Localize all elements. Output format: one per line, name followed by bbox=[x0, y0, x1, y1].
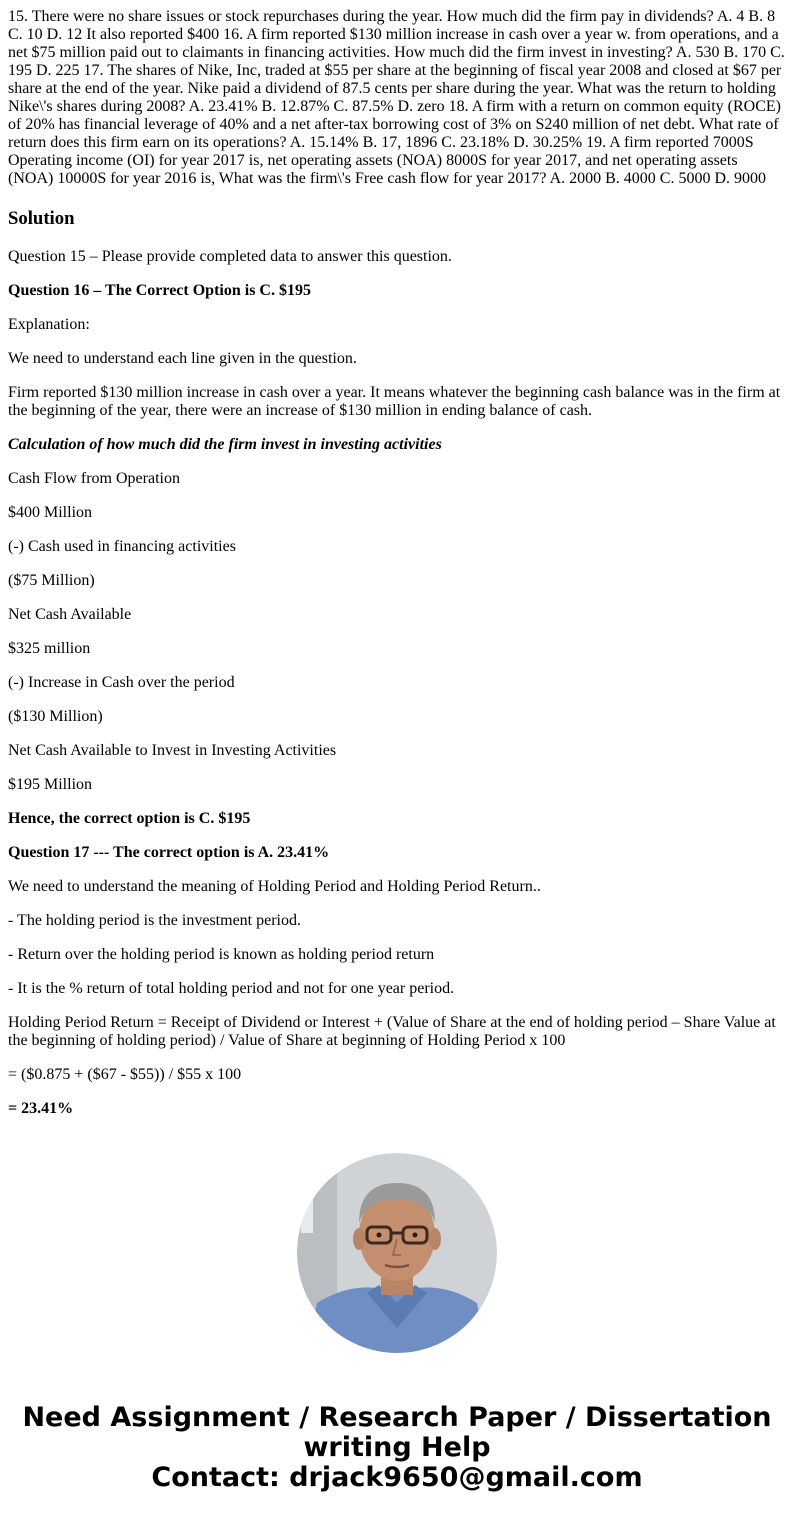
author-portrait-image bbox=[297, 1153, 497, 1353]
calc-line: $325 million bbox=[8, 640, 91, 657]
hpr-result: = 23.41% bbox=[8, 1100, 74, 1117]
calc-line: Net Cash Available bbox=[8, 606, 132, 623]
q17-title: Question 17 --- The correct option is A. 23.41% bbox=[8, 844, 330, 861]
calc-line: Net Cash Available to Invest in Investing Activities bbox=[8, 742, 337, 759]
promo-banner bbox=[0, 1403, 794, 1493]
explanation-label: Explanation: bbox=[8, 316, 90, 333]
calc-line: (-) Increase in Cash over the period bbox=[8, 674, 235, 691]
firm-reported-paragraph: Firm reported $130 million increase in cash over a year. It means whatever the beginning cash balance was in the firm at the beginning of the year, there were an increase of $130 million in ending balance of cash. bbox=[8, 384, 781, 419]
promo-contact-line: Contact: drjack9650@gmail.com bbox=[151, 1462, 643, 1493]
bullet-item: - It is the % return of total holding period and not for one year period. bbox=[8, 980, 455, 997]
calc-line: ($75 Million) bbox=[8, 572, 95, 589]
bullet-item: - The holding period is the investment period. bbox=[8, 912, 301, 929]
calculation-title: Calculation of how much did the firm invest in investing activities bbox=[8, 436, 442, 453]
calc-line: $400 Million bbox=[8, 504, 93, 521]
calc-line: ($130 Million) bbox=[8, 708, 103, 725]
calc-line: Cash Flow from Operation bbox=[8, 470, 180, 487]
hpr-formula: Holding Period Return = Receipt of Dividend or Interest + (Value of Share at the end of holding period – Share Value at the beginning of holding period) / Value of Share at beginning of Holding Period x 100 bbox=[8, 1014, 776, 1049]
calc-line: (-) Cash used in financing activities bbox=[8, 538, 236, 555]
understand-line: We need to understand each line given in the question. bbox=[8, 350, 357, 367]
q16-conclusion: Hence, the correct option is C. $195 bbox=[8, 810, 251, 827]
document-content bbox=[8, 8, 786, 1134]
calc-line: $195 Million bbox=[8, 776, 93, 793]
q15-answer: Question 15 – Please provide completed data to answer this question. bbox=[8, 248, 452, 265]
bullet-item: - Return over the holding period is known as holding period return bbox=[8, 946, 435, 963]
question-text: 15. There were no share issues or stock repurchases during the year. How much did the firm pay in dividends? A. 4 B. 8 C. 10 D. 12 It also reported $400 16. A firm reported $130 million increase in cash over a year w. from operations, and a net $75 million paid out to claimants in financing activities. How much did the firm invest in investing? A. 530 B. 170 C. 195 D. 225 17. The shares of Nike, Inc, traded at $55 per share at the beginning of fiscal year 2008 and closed at $67 per share at the end of the year. Nike paid a dividend of 87.5 cents per share during the year. What was the return to holding Nike\'s shares during 2008? A. 23.41% B. 12.87% C. 87.5% D. zero 18. A firm with a return on common equity (ROCE) of 20% has financial leverage of 40% and a net after-tax borrowing cost of 3% on S240 million of net debt. What rate of return does this firm earn on its operations? A. 15.14% B. 17, 1896 C. 23.18% D. 30.25% 19. A firm reported 7000S Operating income (OI) for year 2017 is, net operating assets (NOA) 8000S for year 2017, and net operating assets (NOA) 10000S for year 2016 is, What was the firm\'s Free cash flow for year 2017? A. 2000 B. 4000 C. 5000 D. 9000 bbox=[8, 8, 785, 187]
hpr-calculation: = ($0.875 + ($67 - $55)) / $55 x 100 bbox=[8, 1066, 242, 1083]
solution-heading: Solution bbox=[8, 208, 75, 229]
promo-line-2: writing Help bbox=[303, 1432, 491, 1463]
promo-line-1: Need Assignment / Research Paper / Dissertation bbox=[22, 1402, 772, 1433]
q16-title: Question 16 – The Correct Option is C. $195 bbox=[8, 282, 311, 299]
author-avatar bbox=[297, 1153, 497, 1353]
hpr-intro: We need to understand the meaning of Holding Period and Holding Period Return.. bbox=[8, 878, 541, 895]
